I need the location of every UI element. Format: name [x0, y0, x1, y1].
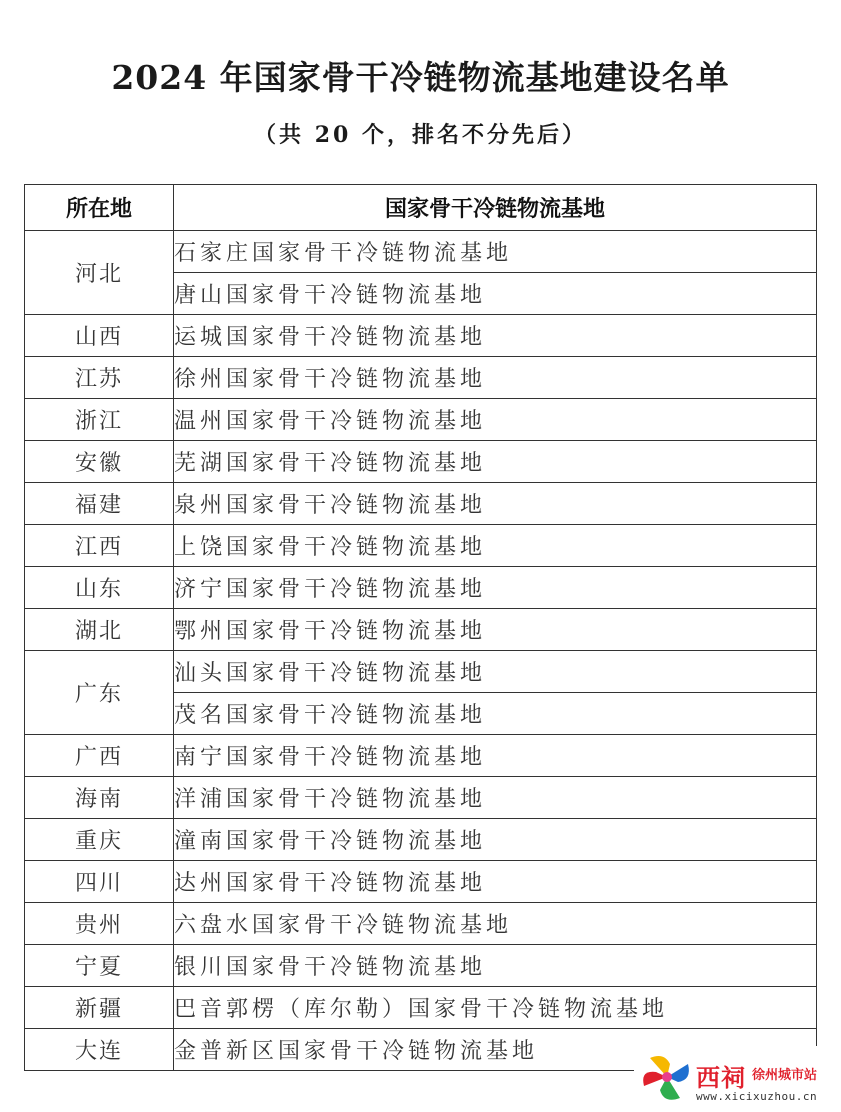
- table-header-row: [25, 185, 817, 231]
- table-row: [25, 903, 817, 945]
- table-row: [25, 819, 817, 861]
- table-row: [25, 525, 817, 567]
- table-row: [25, 609, 817, 651]
- page-subtitle: （共 20 个，排名不分先后）: [254, 122, 587, 148]
- province-cell: 广西: [25, 735, 174, 777]
- base-name-cell: 潼南国家骨干冷链物流基地: [174, 819, 817, 861]
- table-row: [25, 399, 817, 441]
- base-name-cell: 泉州国家骨干冷链物流基地: [174, 483, 817, 525]
- province-cell: 宁夏: [25, 945, 174, 987]
- table-row: [25, 777, 817, 819]
- table-row: [25, 987, 817, 1029]
- table-row: [25, 231, 817, 273]
- table-row: [25, 735, 817, 777]
- base-name-cell: 济宁国家骨干冷链物流基地: [174, 567, 817, 609]
- base-name-cell: 达州国家骨干冷链物流基地: [174, 861, 817, 903]
- logistics-base-table: [24, 184, 817, 1071]
- watermark-brand: 西祠: [696, 1064, 746, 1092]
- base-name-cell: 洋浦国家骨干冷链物流基地: [174, 777, 817, 819]
- base-name-cell: 温州国家骨干冷链物流基地: [174, 399, 817, 441]
- base-name-cell: 六盘水国家骨干冷链物流基地: [174, 903, 817, 945]
- base-name-cell: 石家庄国家骨干冷链物流基地: [174, 231, 817, 273]
- base-name-cell: 唐山国家骨干冷链物流基地: [174, 273, 817, 315]
- base-name-cell: 运城国家骨干冷链物流基地: [174, 315, 817, 357]
- base-name-cell: 巴音郭楞（库尔勒）国家骨干冷链物流基地: [174, 987, 817, 1029]
- province-cell: 河北: [25, 231, 174, 315]
- column-header-base: 国家骨干冷链物流基地: [174, 185, 817, 231]
- base-name-cell: 茂名国家骨干冷链物流基地: [174, 693, 817, 735]
- table-row: [25, 441, 817, 483]
- province-cell: 湖北: [25, 609, 174, 651]
- watermark-city: 徐州城市站: [752, 1068, 818, 1083]
- page-title: 2024 年国家骨干冷链物流基地建设名单: [111, 58, 730, 97]
- base-name-cell: 银川国家骨干冷链物流基地: [174, 945, 817, 987]
- base-name-cell: 鄂州国家骨干冷链物流基地: [174, 609, 817, 651]
- province-cell: 江西: [25, 525, 174, 567]
- province-cell: 四川: [25, 861, 174, 903]
- province-cell: 福建: [25, 483, 174, 525]
- watermark-url: www.xicixuzhou.cn: [696, 1090, 818, 1103]
- province-cell: 大连: [25, 1029, 174, 1071]
- table-row: [25, 651, 817, 693]
- province-cell: 广东: [25, 651, 174, 735]
- base-name-cell: 汕头国家骨干冷链物流基地: [174, 651, 817, 693]
- watermark: [634, 1046, 841, 1112]
- table-row: [25, 315, 817, 357]
- table-row: [25, 861, 817, 903]
- province-cell: 山东: [25, 567, 174, 609]
- table-row: [25, 567, 817, 609]
- province-cell: 安徽: [25, 441, 174, 483]
- base-name-cell: 芜湖国家骨干冷链物流基地: [174, 441, 817, 483]
- province-cell: 江苏: [25, 357, 174, 399]
- province-cell: 山西: [25, 315, 174, 357]
- base-name-cell: 上饶国家骨干冷链物流基地: [174, 525, 817, 567]
- pinwheel-logo-icon: [640, 1050, 694, 1104]
- table-body: [25, 231, 817, 1071]
- province-cell: 新疆: [25, 987, 174, 1029]
- base-name-cell: 徐州国家骨干冷链物流基地: [174, 357, 817, 399]
- table-row: [25, 357, 817, 399]
- base-name-cell: 南宁国家骨干冷链物流基地: [174, 735, 817, 777]
- base-name-cell: 金普新区国家骨干冷链物流基地: [174, 1029, 817, 1071]
- province-cell: 海南: [25, 777, 174, 819]
- table-row: [25, 945, 817, 987]
- province-cell: 重庆: [25, 819, 174, 861]
- province-cell: 浙江: [25, 399, 174, 441]
- province-cell: 贵州: [25, 903, 174, 945]
- table-row: [25, 483, 817, 525]
- column-header-location: 所在地: [25, 185, 174, 231]
